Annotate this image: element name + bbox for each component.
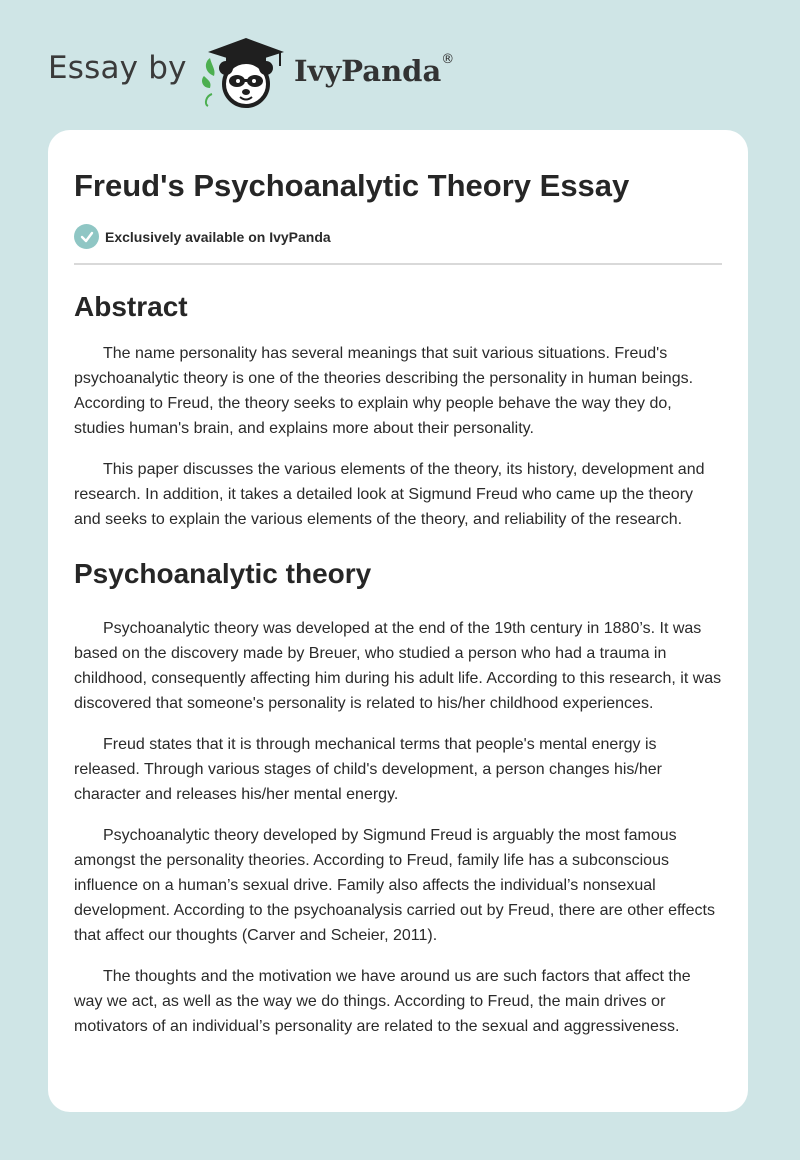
exclusive-badge	[74, 224, 722, 249]
paragraph: Psychoanalytic theory developed by Sigmund Freud is arguably the most famous amongst the personality theories. According to Freud, family life has a subconscious influence on a human’s sexual drive. Family also affects the individual’s nonsexual development. According to the psychoanalysis carried out by Freud, there are other effects that affect our thoughts (Carver and Scheier, 2011).	[74, 827, 715, 944]
paragraph: Psychoanalytic theory was developed at the end of the 19th century in 1880’s. It was based on the discovery made by Breuer, who studied a person who had a trauma in childhood, consequently affecting him during his adult life. According to this research, it was discovered that someone's personality is related to his/her childhood experiences.	[74, 620, 722, 712]
check-icon	[74, 224, 99, 249]
paragraph: Freud states that it is through mechanical terms that people's mental energy is released. Through various stages of child's development, a person changes his/her character and releases his/her mental energy.	[74, 736, 662, 803]
brand-prefix: Essay by	[48, 50, 187, 86]
page-title: Freud's Psychoanalytic Theory Essay	[74, 168, 630, 203]
section-heading: Psychoanalytic theory	[74, 558, 372, 589]
brand-name-text: IvyPanda	[294, 54, 442, 88]
section-heading: Abstract	[74, 291, 188, 322]
brand-name[interactable]	[294, 54, 454, 88]
section-abstract	[74, 289, 722, 532]
registered-mark: ®	[441, 52, 455, 67]
paragraph: The name personality has several meanings that suit various situations. Freud's psychoanalytic theory is one of the theories describing the personality in human beings. According to Freud, the theory seeks to explain why people behave the way they do, studies human's brain, and explains more about their personality.	[74, 345, 694, 437]
site-header	[0, 0, 800, 130]
divider	[74, 263, 722, 265]
paragraph: This paper discusses the various elements of the theory, its history, development and research. In addition, it takes a detailed look at Sigmund Freud who came up the theory and seeks to explain the various elements of the theory, and reliability of the research.	[74, 461, 705, 528]
essay-card	[48, 130, 748, 1112]
badge-text: Exclusively available on IvyPanda	[105, 228, 331, 245]
section-psychoanalytic-theory	[74, 556, 722, 1039]
panda-mascot-icon	[200, 34, 292, 108]
paragraph: The thoughts and the motivation we have around us are such factors that affect the way we act, as well as the way we do things. According to Freud, the main drives or motivators of an individual’s personality are related to the sexual and aggressiveness.	[74, 968, 691, 1035]
